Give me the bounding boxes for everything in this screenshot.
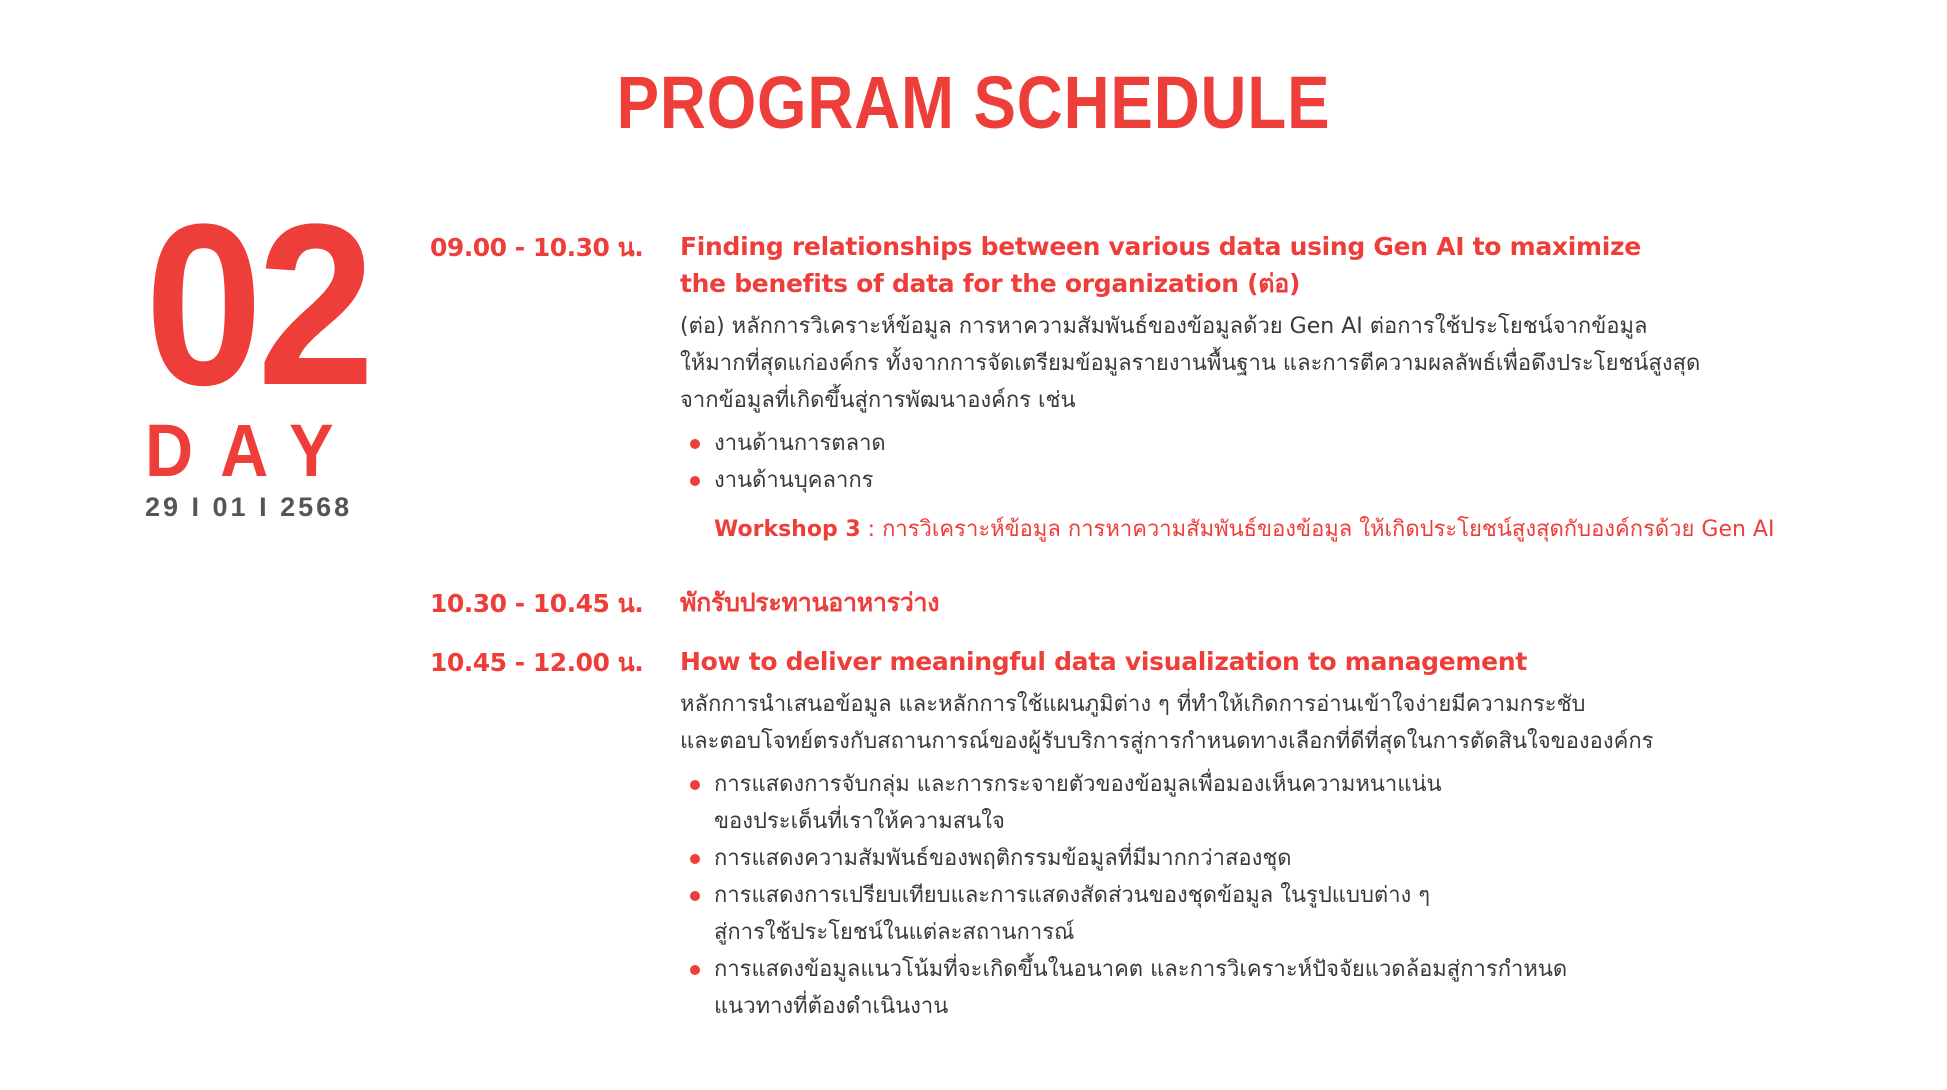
session-heading: Finding relationships between various data using Gen AI to maximize the benefits of data for the organization (ต่อ) xyxy=(680,232,1641,298)
list-item: การแสดงความสัมพันธ์ของพฤติกรรมข้อมูลที่มีมากกว่าสองชุด xyxy=(714,840,1910,877)
list-item: การแสดงข้อมูลแนวโน้มที่จะเกิดขึ้นในอนาคต และการวิเคราะห์ปัจจัยแวดล้อมสู่การกำหนด แนวทางที่ต้องดำเนินงาน xyxy=(714,951,1910,1025)
workshop-text: : การวิเคราะห์ข้อมูล การหาความสัมพันธ์ของข้อมูล ให้เกิดประโยชน์สูงสุดกับองค์กรด้วย Gen AI xyxy=(860,517,1775,542)
list-item: งานด้านการตลาด xyxy=(714,425,1910,462)
workshop-note xyxy=(714,511,1910,548)
session-time: 10.45 - 12.00 น. xyxy=(430,648,644,677)
session-time: 09.00 - 10.30 น. xyxy=(430,233,644,262)
topic-list xyxy=(680,425,1910,499)
day-badge xyxy=(145,176,405,523)
list-item: การแสดงการจับกลุ่ม และการกระจายตัวของข้อมูลเพื่อมองเห็นความหนาแน่น ของประเด็นที่เราให้ความสนใจ xyxy=(714,766,1910,840)
session-description: หลักการนำเสนอข้อมูล และหลักการใช้แผนภูมิต่าง ๆ ที่ทำให้เกิดการอ่านเข้าใจง่ายมีความกระชับ และตอบโจทย์ตรงกับสถานการณ์ของผู้รับบริการสู่การกำหนดทางเลือกที่ดีที่สุดในการตัดสินใจขององค์กร xyxy=(680,692,1654,754)
session-time: 10.30 - 10.45 น. xyxy=(430,589,644,618)
session-heading: พักรับประทานอาหารว่าง xyxy=(680,588,940,617)
topic-list xyxy=(680,766,1910,1025)
workshop-label: Workshop 3 xyxy=(714,517,861,542)
day-number: 02 xyxy=(145,176,370,433)
session-heading: How to deliver meaningful data visualization to management xyxy=(680,647,1527,676)
day-label: DAY xyxy=(145,409,361,492)
list-item: การแสดงการเปรียบเทียบและการแสดงสัดส่วนของชุดข้อมูล ในรูปแบบต่าง ๆ สู่การใช้ประโยชน์ในแต่ละสถานการณ์ xyxy=(714,877,1910,951)
session-description: (ต่อ) หลักการวิเคราะห์ข้อมูล การหาความสัมพันธ์ของข้อมูลด้วย Gen AI ต่อการใช้ประโยชน์จากข้อมูล ให้มากที่สุดแก่องค์กร ทั้งจากการจัดเตรียมข้อมูลรายงานพื้นฐาน และการตีความผลลัพธ์เพื่อดึงประโยชน์สูงสุด จากข้อมูลที่เกิดขึ้นสู่การพัฒนาองค์กร เช่น xyxy=(680,314,1701,413)
list-item: งานด้านบุคลากร xyxy=(714,462,1910,499)
page-title: PROGRAM SCHEDULE xyxy=(616,61,1331,144)
day-date: 29 I 01 I 2568 xyxy=(145,492,353,522)
